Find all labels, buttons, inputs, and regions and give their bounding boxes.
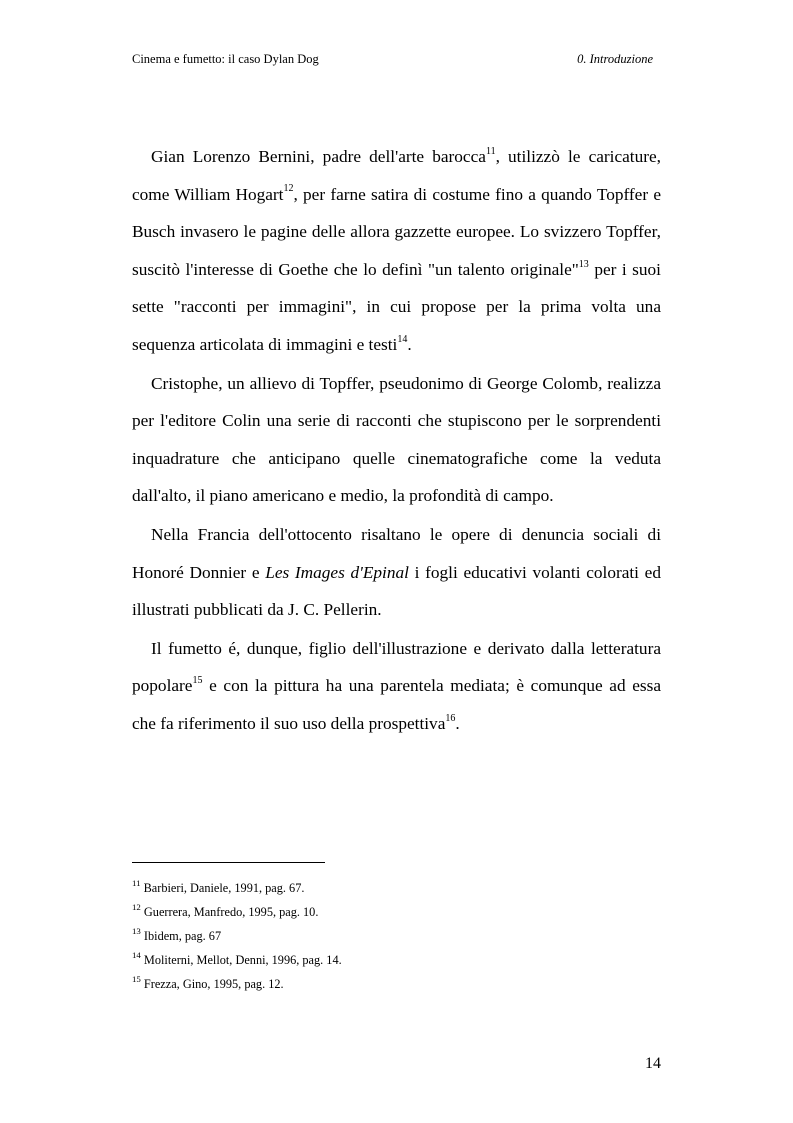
footnote-ref[interactable]: 16 <box>445 712 456 724</box>
running-header <box>132 50 653 68</box>
paragraph-text: Gian Lorenzo Bernini, padre dell'arte barocca <box>151 147 486 166</box>
italic-title: Les Images d'Epinal <box>265 562 409 582</box>
header-chapter: 0. Introduzione <box>577 52 653 66</box>
footnote-ref[interactable]: 14 <box>397 333 408 345</box>
footnote-ref[interactable]: 13 <box>578 258 589 270</box>
footnote-text: Guerrera, Manfredo, 1995, pag. 10. <box>140 905 319 919</box>
page-number: 14 <box>645 1055 661 1072</box>
footnote-number: 13 <box>132 925 141 936</box>
paragraph <box>132 516 661 629</box>
paragraph-text: i fogli educativi volanti colorati ed illustrati pubblicati da J. C. Pellerin. <box>132 562 661 620</box>
header-title: Cinema e fumetto: il caso Dylan Dog <box>132 52 319 66</box>
footnote-text: Ibidem, pag. 67 <box>140 929 222 943</box>
footnote-separator <box>132 862 325 863</box>
footnote <box>132 876 661 900</box>
body-text <box>132 138 661 744</box>
paragraph-text: Cristophe, un allievo di Topffer, pseudonimo di George Colomb, realizza per l'editore Colin una serie di racconti che stupiscono per le sorprendenti inquadrature che anticipano quelle cinematografiche come la veduta dall'alto, il piano americano e medio, la profondità di campo. <box>132 373 661 506</box>
footnote-ref[interactable]: 12 <box>283 183 294 195</box>
footnote-text: Frezza, Gino, 1995, pag. 12. <box>140 977 284 991</box>
paragraph-text: , utilizzò le caricature, come William Hogart <box>132 147 661 204</box>
footnote-number: 12 <box>132 901 141 912</box>
paragraph <box>132 365 661 515</box>
footnote-number: 11 <box>132 877 141 888</box>
paragraph-text: Il fumetto é, dunque, figlio dell'illustrazione e derivato dalla letteratura popolare <box>132 638 661 696</box>
footnote-text: Moliterni, Mellot, Denni, 1996, pag. 14. <box>140 953 342 967</box>
paragraph-text: . <box>455 713 460 733</box>
paragraph-text: Nella Francia dell'ottocento risaltano le opere di denuncia sociali di Honoré Donnier e <box>132 524 661 582</box>
footnote-number: 14 <box>132 949 141 960</box>
footnote <box>132 924 661 948</box>
paragraph <box>132 138 661 364</box>
paragraph-text: , per farne satira di costume fino a quando Topffer e Busch invasero le pagine delle allora gazzette europee. Lo svizzero Topffer, suscitò l'interesse di Goethe che lo definì "un talento originale" <box>132 184 661 279</box>
paragraph-text: per i suoi sette "racconti per immagini", in cui propose per la prima volta una sequenza articolata di immagini e testi <box>132 259 661 354</box>
footnotes <box>132 876 661 996</box>
footnote <box>132 948 661 972</box>
paragraph-text: e con la pittura ha una parentela mediata; è comunque ad essa che fa riferimento il suo uso della prospettiva <box>132 676 661 733</box>
footnote <box>132 972 661 996</box>
footnote <box>132 900 661 924</box>
paragraph-text: . <box>407 334 412 354</box>
paragraph <box>132 630 661 743</box>
footnote-ref[interactable]: 11 <box>485 145 496 157</box>
footnote-number: 15 <box>132 973 141 984</box>
footnote-ref[interactable]: 15 <box>192 675 203 687</box>
footnote-text: Barbieri, Daniele, 1991, pag. 67. <box>140 881 305 895</box>
